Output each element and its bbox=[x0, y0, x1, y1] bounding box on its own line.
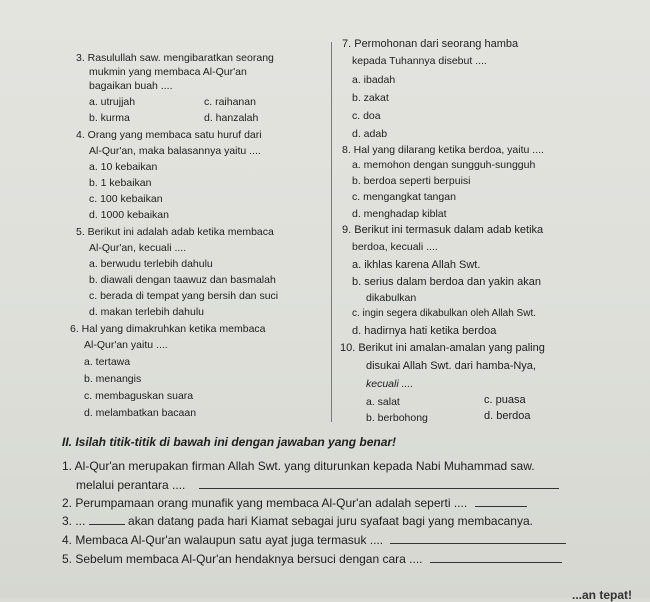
answer-blank-2[interactable] bbox=[475, 496, 527, 507]
q10-stem-line-3: kecuali .... bbox=[366, 378, 414, 390]
q7-stem-line-1: 7. Permohonan dari seorang hamba bbox=[342, 38, 519, 50]
q7-stem-line-2: kepada Tuhannya disebut .... bbox=[352, 55, 487, 67]
q8-option-b: b. berdoa seperti berpuisi bbox=[352, 175, 471, 187]
q10-stem-line-1: 10. Berikut ini amalan-amalan yang paling bbox=[340, 342, 545, 354]
answer-blank-1[interactable] bbox=[199, 478, 559, 489]
q3-option-a: a. utrujjah bbox=[89, 96, 136, 108]
q6-option-a: a. tertawa bbox=[84, 356, 131, 368]
q9-option-b-continued: dikabulkan bbox=[366, 292, 417, 304]
footer-fragment: ...an tepat! bbox=[571, 588, 632, 602]
answer-blank-3[interactable] bbox=[89, 514, 125, 525]
q5-option-d: d. makan terlebih dahulu bbox=[89, 306, 204, 318]
q6-option-b: b. menangis bbox=[84, 373, 142, 385]
q5-stem-line-2: Al-Qur'an, kecuali .... bbox=[89, 242, 187, 254]
q3-option-d: d. hanzalah bbox=[204, 112, 259, 124]
q6-option-c: c. membaguskan suara bbox=[84, 390, 194, 402]
q4-option-a: a. 10 kebaikan bbox=[89, 161, 158, 173]
q7-option-c: c. doa bbox=[352, 110, 381, 122]
q7-option-d: d. adab bbox=[352, 128, 388, 140]
q8-option-d: d. menghadap kiblat bbox=[352, 208, 447, 220]
q9-option-b: b. serius dalam berdoa dan yakin akan bbox=[352, 276, 541, 288]
essay-item-1-text: melalui perantara .... bbox=[76, 478, 186, 492]
q10-option-b: b. berbohong bbox=[366, 412, 428, 424]
q5-option-b: b. diawali dengan taawuz dan basmalah bbox=[89, 274, 276, 286]
essay-item-1-line-1: 1. Al-Qur'an merupakan firman Allah Swt. yang diturunkan kepada Nabi Muhammad saw. bbox=[62, 459, 535, 473]
q9-option-c: c. ingin segera dikabulkan oleh Allah Swt. bbox=[352, 308, 537, 319]
q7-option-a: a. ibadah bbox=[352, 74, 396, 86]
column-divider bbox=[331, 42, 332, 422]
q9-stem-line-2: berdoa, kecuali .... bbox=[352, 241, 438, 253]
essay-item-5 bbox=[62, 552, 562, 565]
essay-item-3-text: akan datang pada hari Kiamat sebagai juru syafaat bagi yang membacanya. bbox=[128, 514, 533, 528]
q4-option-d: d. 1000 kebaikan bbox=[89, 209, 169, 221]
q10-stem-line-2: disukai Allah Swt. dari hamba-Nya, bbox=[366, 360, 536, 372]
q3-option-b: b. kurma bbox=[89, 112, 130, 124]
q9-option-a: a. ikhlas karena Allah Swt. bbox=[352, 259, 481, 271]
essay-item-2-text: 2. Perumpamaan orang munafik yang membaca Al-Qur'an adalah seperti .... bbox=[62, 496, 468, 510]
q8-option-c: c. mengangkat tangan bbox=[352, 191, 456, 203]
essay-item-4 bbox=[62, 533, 566, 546]
q8-stem-line-1: 8. Hal yang dilarang ketika berdoa, yaitu .... bbox=[342, 144, 544, 156]
q6-option-d: d. melambatkan bacaan bbox=[84, 407, 197, 419]
q5-option-c: c. berada di tempat yang bersih dan suci bbox=[89, 290, 279, 302]
answer-blank-5[interactable] bbox=[430, 552, 562, 563]
q8-option-a: a. memohon dengan sungguh-sungguh bbox=[352, 159, 536, 171]
q9-stem-line-1: 9. Berikut ini termasuk dalam adab ketika bbox=[342, 224, 544, 236]
q10-option-a: a. salat bbox=[366, 396, 400, 408]
q3-stem-line-3: bagaikan buah .... bbox=[89, 80, 173, 92]
q7-option-b: b. zakat bbox=[352, 92, 389, 104]
essay-item-3-number: 3. ... bbox=[62, 514, 86, 528]
q4-stem-line-2: Al-Qur'an, maka balasannya yaitu .... bbox=[89, 145, 261, 157]
q3-option-c: c. raihanan bbox=[204, 96, 256, 108]
essay-item-3 bbox=[62, 514, 533, 527]
q4-option-c: c. 100 kebaikan bbox=[89, 193, 163, 205]
essay-item-5-text: 5. Sebelum membaca Al-Qur'an hendaknya bersuci dengan cara .... bbox=[62, 552, 423, 566]
q4-stem-line-1: 4. Orang yang membaca satu huruf dari bbox=[76, 129, 262, 141]
q3-stem-line-2: mukmin yang membaca Al-Qur'an bbox=[89, 66, 247, 78]
q6-stem-line-1: 6. Hal yang dimakruhkan ketika membaca bbox=[70, 323, 266, 335]
q6-stem-line-2: Al-Qur'an yaitu .... bbox=[84, 339, 168, 351]
q10-option-d: d. berdoa bbox=[484, 410, 531, 422]
essay-item-2 bbox=[62, 496, 527, 509]
section-2-title: II. Isilah titik-titik di bawah ini dengan jawaban yang benar! bbox=[62, 435, 397, 449]
q10-option-c: c. puasa bbox=[484, 394, 526, 406]
essay-item-1-line-2 bbox=[76, 478, 559, 491]
essay-item-4-text: 4. Membaca Al-Qur'an walaupun satu ayat juga termasuk .... bbox=[62, 533, 384, 547]
q5-stem-line-1: 5. Berikut ini adalah adab ketika membaca bbox=[76, 226, 274, 238]
q9-option-d: d. hadirnya hati ketika berdoa bbox=[352, 325, 497, 337]
answer-blank-4[interactable] bbox=[390, 533, 566, 544]
q5-option-a: a. berwudu terlebih dahulu bbox=[89, 258, 213, 270]
q4-option-b: b. 1 kebaikan bbox=[89, 177, 152, 189]
q3-stem-line-1: 3. Rasulullah saw. mengibaratkan seorang bbox=[76, 52, 274, 64]
